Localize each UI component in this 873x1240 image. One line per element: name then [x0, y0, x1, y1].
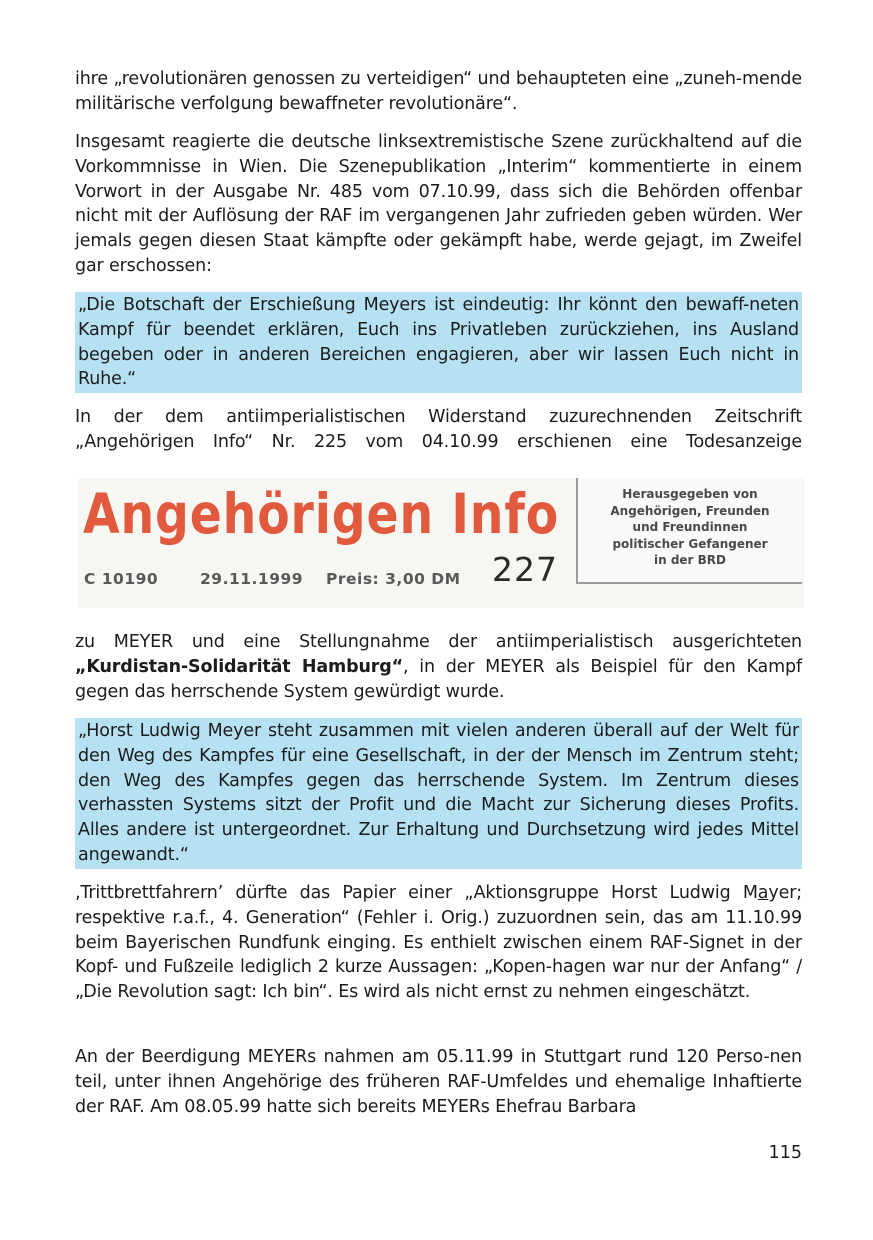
paragraph-2: Insgesamt reagierte die deutsche linksextremistische Szene zurückhaltend auf die Vorkommnisse in Wien. Die Szenepublikation „Interim“ kommentierte in einem Vorwort in der Ausgabe Nr. 485 vom 07.10.99, dass sich die Behörden offenbar nicht mit der Auflösung der RAF im vergangenen Jahr zufrieden geben würden. Wer jemals gegen diesen Staat kämpfte oder gekämpft habe, werde gejagt, im Zweifel gar erschossen:	[75, 132, 802, 276]
masthead-price: Preis: 3,00 DM	[326, 570, 461, 588]
paragraph-5-text-end: yer; respektive r.a.f., 4. Generation“ (Fehler i. Orig.) zuzuordnen sein, das am 11.10.99 beim Bayerischen Rundfunk einging. Es enthielt zwischen einem RAF-Signet in der Kopf- und Fußzeile lediglich 2 kurze Aussagen: „Kopen-hagen war nur der Anfang“ / „Die Revolution sagt: Ich bin“. Es wird als nicht ernst zu nehmen eingeschätzt.	[75, 883, 802, 1003]
masthead-issue-number: 227	[492, 550, 558, 589]
quote-kurdistan: „Horst Ludwig Meyer steht zusammen mit vielen anderen überall auf der Welt für den Weg des Kampfes für eine Gesellschaft, in der der Mensch im Zentrum steht; den Weg des Kampfes gegen das herrschende System. Im Zentrum dieses verhassten Systems sitzt der Profit und die Macht zur Sicherung dieses Profits. Alles andere ist untergeordnet. Zur Erhaltung und Durchsetzung wird jedes Mittel angewandt.“	[75, 718, 802, 869]
paragraph-5	[75, 881, 802, 1005]
paragraph-3: In der dem antiimperialistischen Widerstand zuzurechnenden Zeitschrift „Angehörigen Info“ Nr. 225 vom 04.10.99 erschienen eine Todesanzeige	[75, 407, 802, 452]
masthead-code: C 10190	[84, 570, 159, 588]
paragraph-5-text: ‚Trittbrettfahrern’ dürfte das Papier einer „Aktionsgruppe Horst Ludwig M	[75, 883, 758, 903]
masthead-title: Angehörigen Info	[83, 482, 560, 546]
publisher-text	[578, 486, 802, 569]
underlined-letter: a	[757, 883, 769, 903]
publisher-line: politischer Gefangener	[612, 536, 768, 551]
paragraph-6: An der Beerdigung MEYERs nahmen am 05.11.99 in Stuttgart rund 120 Perso-nen teil, unter ihnen Angehörige des früheren RAF-Umfeldes und ehemalige Inhaftierte der RAF. Am 08.05.99 hatte sich bereits MEYERs Ehefrau Barbara	[75, 1047, 802, 1117]
paragraph-4	[75, 630, 802, 704]
kurdistan-solidaritaet-name: „Kurdistan-Solidarität Hamburg“	[75, 656, 403, 677]
publisher-line: Herausgegeben von	[622, 487, 758, 501]
masthead-publisher-box	[576, 478, 802, 584]
page-number: 115	[768, 1143, 802, 1163]
angehoerigen-info-masthead	[78, 478, 804, 608]
paragraph-4-text-end: , in der MEYER als Beispiel für den Kampf gegen das herrschende System gewürdigt wurde.	[75, 656, 802, 702]
publisher-line: Angehörigen, Freunden	[610, 503, 770, 518]
publisher-line: in der BRD	[653, 553, 726, 567]
paragraph-4-text: zu MEYER und eine Stellungnahme der antiimperialistisch ausgerichteten	[75, 632, 802, 652]
masthead-date: 29.11.1999	[200, 570, 304, 588]
publisher-line: und Freundinnen	[632, 520, 748, 534]
quote-interim: „Die Botschaft der Erschießung Meyers ist eindeutig: Ihr könnt den bewaff-neten Kampf für beendet erklären, Euch ins Privatleben zurückziehen, ins Ausland begeben oder in anderen Bereichen engagieren, aber wir lassen Euch nicht in Ruhe.“	[75, 292, 802, 393]
paragraph-1: ihre „revolutionären genossen zu verteidigen“ und behaupteten eine „zuneh-mende militärische verfolgung bewaffneter revolutionäre“.	[75, 69, 802, 114]
